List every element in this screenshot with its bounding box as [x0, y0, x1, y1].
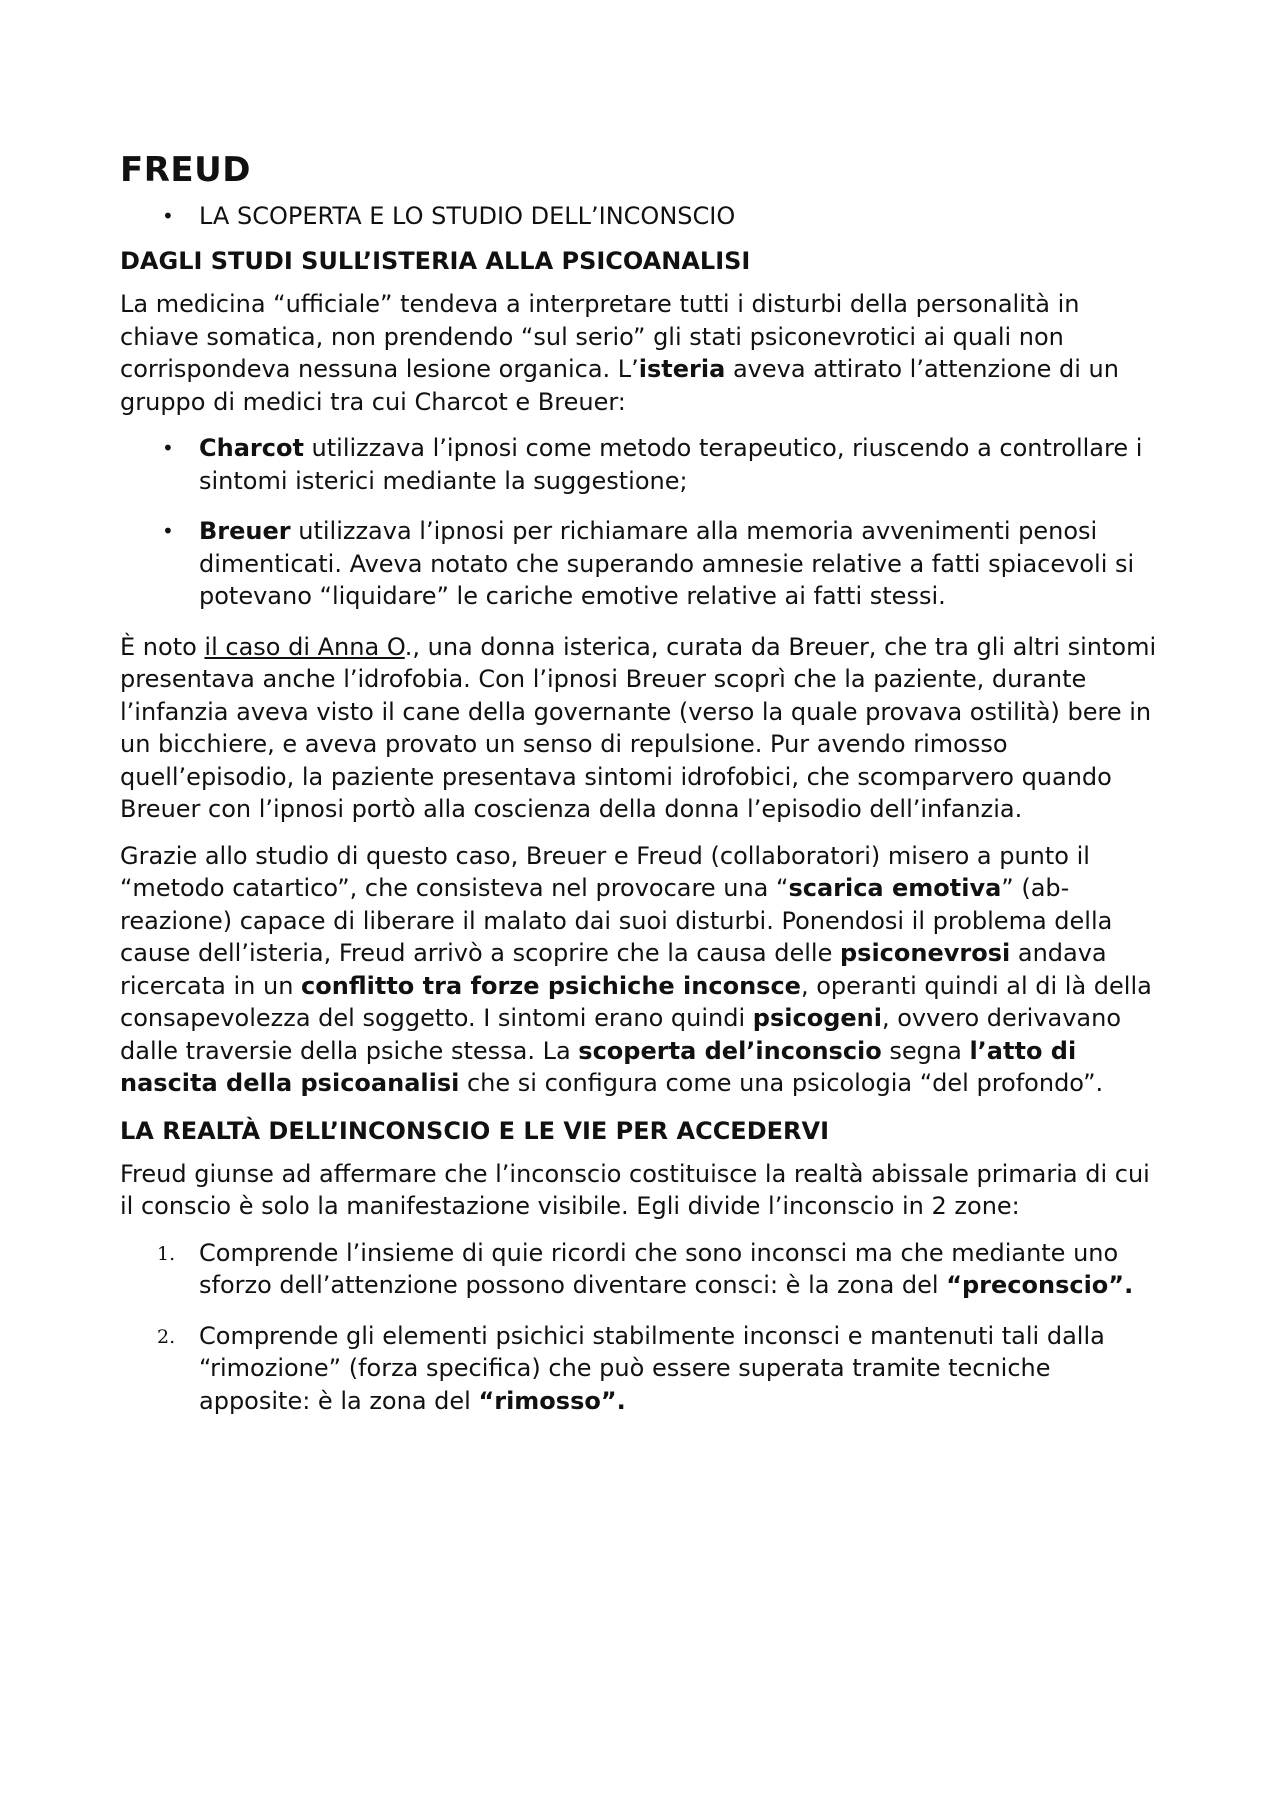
doctors-list: [120, 432, 1160, 613]
text-run: aveva attirato l’attenzione di un gruppo di medici tra cui Charcot e Breuer:: [120, 355, 1119, 416]
text-run: Grazie allo studio di questo caso, Breuer e Freud (collaboratori) misero a punto il “metodo catartico”, che consisteva nel provocare una “: [120, 841, 1090, 902]
text-run: La medicina “ufficiale” tendeva a interpretare tutti i disturbi della personalità in chiave somatica, non prendendo “sul serio” gli stati psiconevrotici ai quali non corrispondeva nessuna lesione organica. L’: [120, 290, 1080, 383]
section-heading-isteria: DAGLI STUDI SULL’ISTERIA ALLA PSICOANALISI: [120, 247, 751, 275]
bold-charcot: Charcot: [199, 434, 304, 462]
zones-list: [120, 1237, 1160, 1418]
text-run: Comprende l’insieme di quie ricordi che sono inconsci ma che mediante uno sforzo dell’attenzione possono diventare consci: è la zona del: [199, 1238, 1119, 1299]
paragraph-freud-inconscio: Freud giunse ad affermare che l’inconscio costituisce la realtà abissale primaria di cui il conscio è solo la manifestazione visibile. Egli divide l’inconscio in 2 zone:: [120, 1159, 1150, 1220]
paragraph-anna-o: [120, 631, 1160, 826]
topic-bullet-text: LA SCOPERTA E LO STUDIO DELL’INCONSCIO: [199, 202, 736, 230]
list-number: 2.: [157, 1325, 176, 1348]
bullet-glyph: •: [162, 204, 174, 228]
section-heading-inconscio: LA REALTÀ DELL’INCONSCIO E LE VIE PER ACCEDERVI: [120, 1116, 829, 1145]
list-item-charcot: [120, 432, 1160, 497]
bold-psicogeni: psicogeni: [752, 1004, 882, 1032]
bold-rimosso: “rimosso”.: [478, 1386, 626, 1415]
bold-scarica-emotiva: scarica emotiva: [788, 874, 1002, 902]
bullet-glyph: •: [162, 436, 174, 460]
text-run: ., una donna isterica, curata da Breuer, che tra gli altri sintomi presentava anche l’idrofobia. Con l’ipnosi Breuer scoprì che la paziente, durante l’infanzia aveva visto il cane della governante (verso la quale provava ostilità) bere in un bicchiere, e aveva provato un senso di repulsione. Pur avendo rimosso quell’episodio, la paziente presentava sintomi idrofobici, che scomparvero quando Breuer con l’ipnosi portò alla coscienza della donna l’episodio dell’infanzia.: [120, 632, 1157, 823]
underlined-anna-o: il caso di Anna O: [204, 632, 405, 661]
text-run: utilizzava l’ipnosi per richiamare alla memoria avvenimenti penosi dimenticati. Aveva notato che superando amnesie relative a fatti spiacevoli si potevano “liquidare” le cariche emotive relative ai fatti stessi.: [199, 517, 1135, 610]
text-run: segna: [881, 1036, 970, 1065]
bold-atto-di-nascita: l’atto di nascita della psicoanalisi: [120, 1036, 1077, 1097]
text-run: Comprende gli elementi psichici stabilmente inconsci e mantenuti tali dalla “rimozione” (forza specifica) che può essere superata tramite tecniche apposite: è la zona del: [199, 1321, 1105, 1415]
list-item-breuer: [120, 515, 1160, 613]
bold-conflitto: conflitto tra forze psichiche inconsce: [301, 971, 801, 1000]
bullet-glyph: •: [162, 519, 174, 543]
list-number: 1.: [157, 1242, 176, 1265]
bold-breuer: Breuer: [199, 517, 291, 545]
list-item-rimosso: [120, 1320, 1160, 1418]
text-run: ” (ab-reazione) capace di liberare il malato dai suoi disturbi. Ponendosi il problema della cause dell’isteria, Freud arrivò a scoprire che la causa delle: [120, 874, 1113, 967]
paragraph-metodo-catartico: [120, 840, 1160, 1100]
text-run: andava ricercata in un: [120, 939, 1107, 1000]
text-run: È noto: [120, 632, 205, 661]
text-run: utilizzava l’ipnosi come metodo terapeutico, riuscendo a controllare i sintomi isterici mediante la suggestione;: [199, 434, 1143, 495]
document-title: FREUD: [120, 150, 251, 190]
bold-psiconevrosi: psiconevrosi: [839, 939, 1011, 967]
bold-preconscio: “preconscio”.: [946, 1271, 1134, 1299]
text-run: , operanti quindi al di là della consapevolezza del soggetto. I sintomi erano quindi: [120, 971, 1152, 1032]
bold-isteria: isteria: [638, 355, 726, 383]
text-run: , ovvero derivavano dalle traversie della psiche stessa. La: [120, 1004, 1121, 1065]
bold-scoperta: scoperta del’inconscio: [578, 1036, 882, 1065]
text-run: che si configura come una psicologia “del profondo”.: [459, 1069, 1104, 1097]
paragraph-medicina: [120, 288, 1160, 418]
topic-bullet: [120, 200, 1160, 232]
list-item-preconscio: [120, 1237, 1160, 1302]
